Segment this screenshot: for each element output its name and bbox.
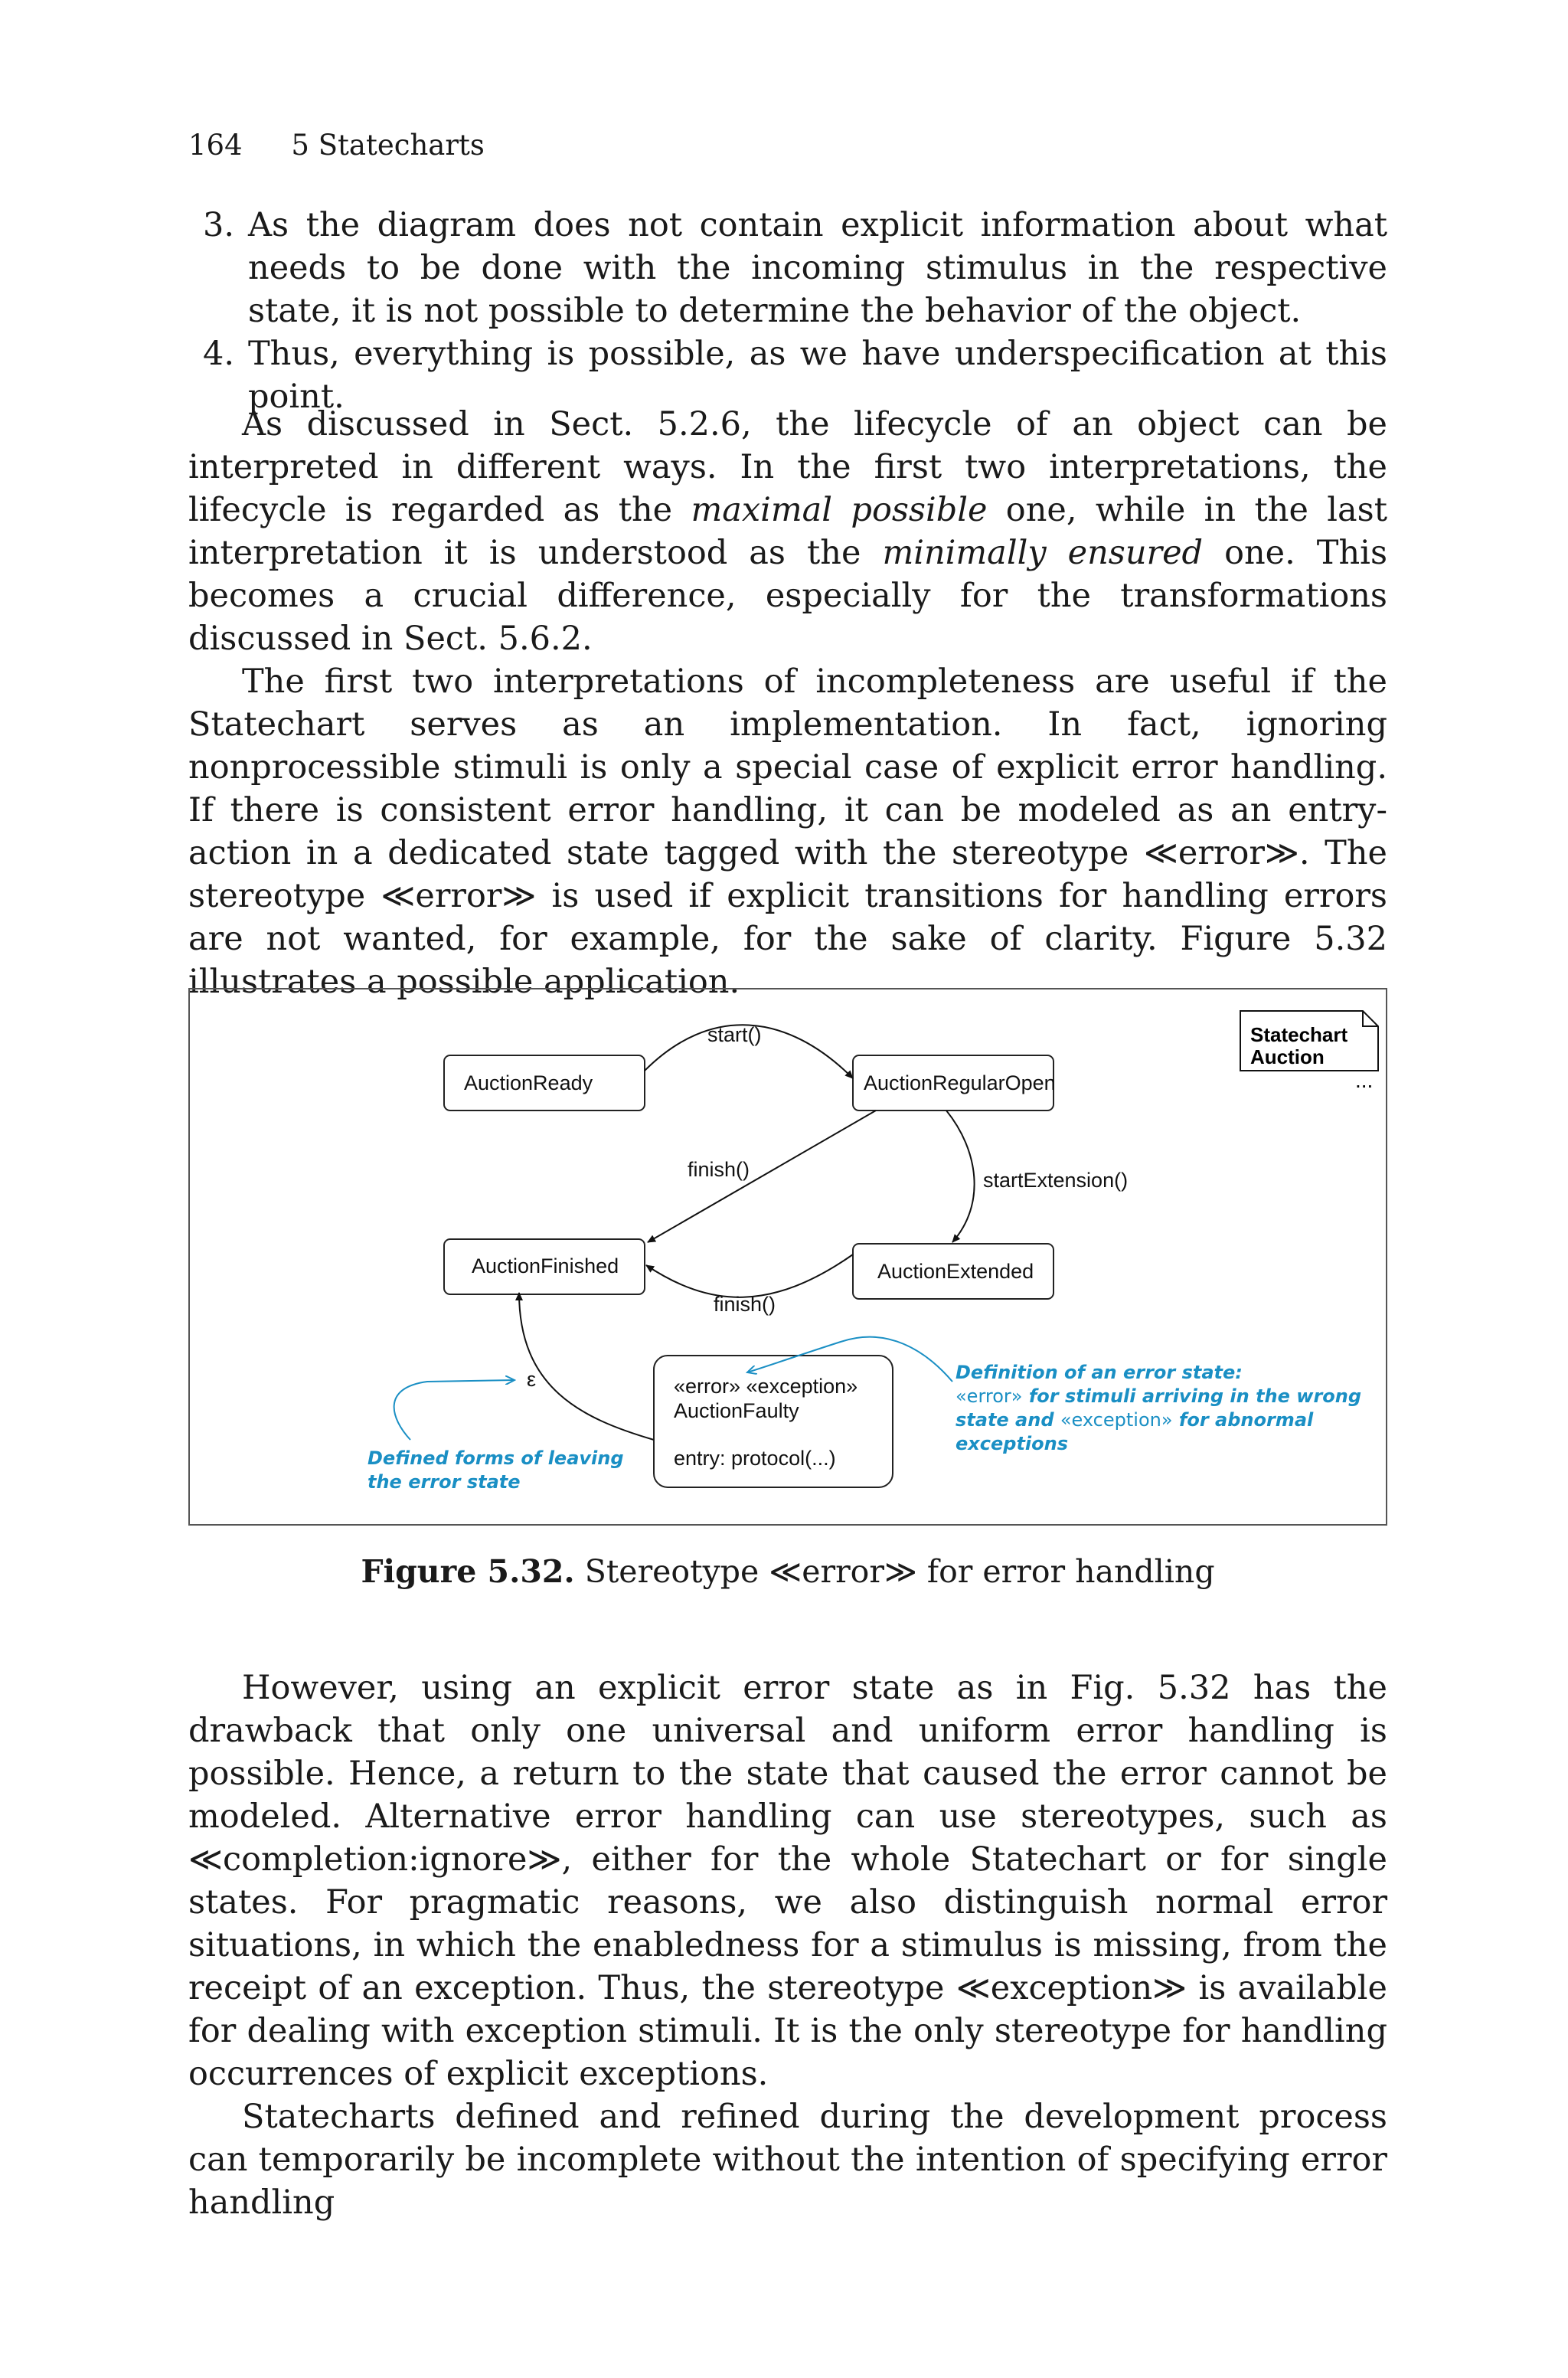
transition-epsilon xyxy=(519,1293,654,1440)
list-text: Thus, everything is possible, as we have underspecification at this point. xyxy=(248,335,1387,416)
tag-ellipsis: ... xyxy=(1355,1068,1374,1092)
transition-label-start-extension: startExtension() xyxy=(983,1169,1129,1192)
state-label: AuctionReady xyxy=(464,1071,593,1094)
emphasis: minimally ensured xyxy=(882,534,1204,572)
statechart-tag xyxy=(1240,1011,1378,1092)
state-auction-regular-open xyxy=(853,1055,1056,1110)
list-number: 3. xyxy=(202,206,234,244)
paragraph: The first two interpretations of incompleteness are useful if the Statechart serves as an implementation. In fact, ignoring nonprocessible stimuli is only a special case of explicit error handling. If there is consistent error handling, it can be modeled as an entry-action in a dedicated state tagged with the stereotype ≪error≫. The stereotype ≪error≫ is used if explicit transitions for handling errors are not wanted, for example, for the sake of clarity. Figure 5.32 illustrates a possible application. xyxy=(188,662,1387,1001)
list-item xyxy=(188,204,1387,332)
list-text: As the diagram does not contain explicit information about what needs to be done with the incoming stimulus in the respective state, it is not possible to determine the behavior of the object. xyxy=(248,206,1387,330)
annotation-left-line2: the error state xyxy=(368,1471,521,1493)
annotation-right-line2: «error» for stimuli arriving in the wrong xyxy=(956,1385,1362,1407)
running-header xyxy=(188,129,485,162)
annotation-right-line3: state and «exception» for abnormal xyxy=(956,1409,1314,1431)
state-label: AuctionExtended xyxy=(877,1260,1034,1283)
transition-label-finish-1: finish() xyxy=(688,1158,750,1181)
caption-text: Stereotype ≪error≫ for error handling xyxy=(574,1553,1215,1590)
annotation-left-line1: Defined forms of leaving xyxy=(368,1447,624,1469)
state-auction-ready xyxy=(444,1055,645,1110)
emphasis: maximal possible xyxy=(691,491,988,529)
state-label: AuctionFinished xyxy=(472,1254,619,1277)
state-auction-extended xyxy=(853,1244,1054,1299)
faulty-entry-action: entry: protocol(...) xyxy=(674,1447,836,1470)
faulty-name: AuctionFaulty xyxy=(674,1399,799,1422)
state-auction-faulty xyxy=(654,1356,893,1487)
transition-finish-1 xyxy=(648,1110,876,1242)
tag-title: Statechart xyxy=(1250,1023,1348,1046)
paragraph: However, using an explicit error state as in Fig. 5.32 has the drawback that only one universal and uniform error handling is possible. Hence, a return to the state that caused the error cannot be modeled. Alternative error handling can use stereotypes, such as ≪completion:ignore≫, either for the whole Statechart or for single states. For pragmatic reasons, we also distinguish normal error situations, in which the enabledness for a stimulus is missing, from the receipt of an exception. Thus, the stereotype ≪exception≫ is available for dealing with exception stimuli. It is the only stereotype for handling occurrences of explicit exceptions. xyxy=(188,1669,1387,2093)
caption-label: Figure 5.32. xyxy=(361,1553,575,1590)
figure-caption xyxy=(188,1553,1387,1590)
annotation-leader-left xyxy=(394,1380,514,1440)
page-number: 164 xyxy=(188,129,243,162)
list-number: 4. xyxy=(202,335,234,373)
tag-name: Auction xyxy=(1250,1045,1325,1068)
state-auction-finished xyxy=(444,1239,645,1294)
statechart-diagram xyxy=(190,989,1389,1527)
transition-start-extension xyxy=(946,1110,975,1242)
paragraph: As discussed in Sect. 5.2.6, the lifecycle of an object can be interpreted in different ways. In the first two interpretations, the lifecycle is regarded as the maximal possible one, while in the last interpretation it is understood as the minimally ensured one. This becomes a crucial difference, especially for the transformations discussed in Sect. 5.6.2. xyxy=(188,405,1388,658)
chapter-title: 5 Statecharts xyxy=(291,129,485,162)
state-label: AuctionRegularOpen xyxy=(864,1071,1056,1094)
faulty-stereotypes: «error» «exception» xyxy=(674,1375,858,1398)
text-block-lower xyxy=(188,1667,1387,2224)
transition-label-finish-2: finish() xyxy=(714,1293,776,1316)
text-block-upper xyxy=(188,403,1387,1003)
paragraph: Statecharts defined and refined during the development process can temporarily be incomplete without the intention of specifying error handling xyxy=(188,2098,1387,2222)
transition-label-epsilon: ε xyxy=(527,1368,537,1391)
statechart-figure xyxy=(188,988,1387,1526)
transition-finish-2 xyxy=(646,1254,853,1297)
annotation-right-line4: exceptions xyxy=(956,1433,1068,1454)
numbered-list xyxy=(188,204,1387,418)
transition-label-start: start() xyxy=(707,1023,762,1046)
annotation-right-line1: Definition of an error state: xyxy=(956,1362,1243,1383)
